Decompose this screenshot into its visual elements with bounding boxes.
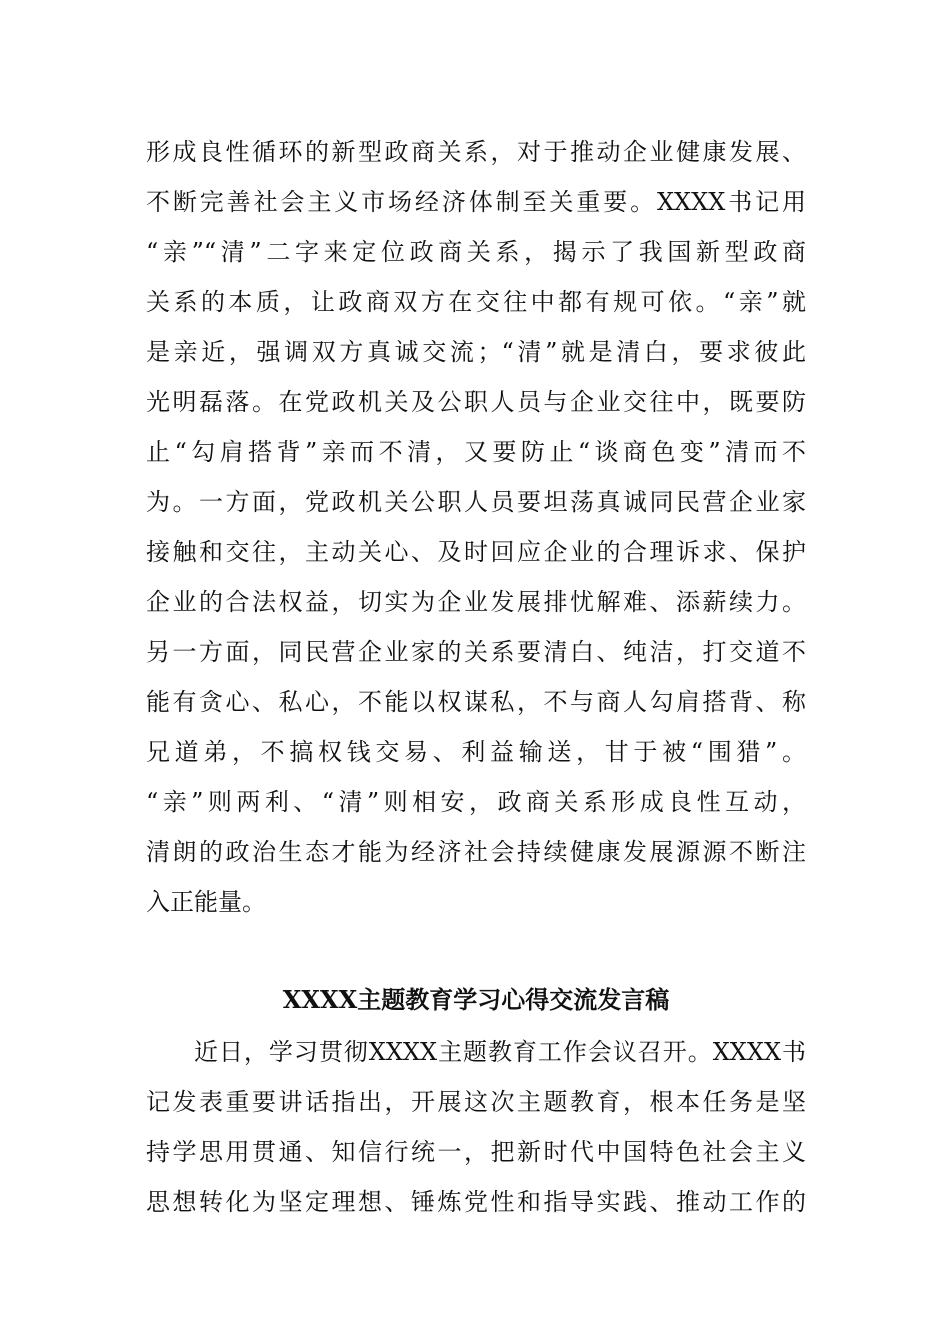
section-title: XXXX主题教育学习心得交流发言稿 [282,985,670,1014]
paragraph-line: 企业的合法权益，切实为企业发展排忧解难、添薪续力。 [146,588,806,616]
paragraph-line: 记发表重要讲话指出，开展这次主题教育，根本任务是坚 [146,1088,806,1116]
paragraph-line: 能有贪心、私心，不能以权谋私，不与商人勾肩搭背、称 [146,688,806,716]
paragraph-line: 关系的本质，让政商双方在交往中都有规可依。“亲”就 [146,288,806,316]
paragraph-line: “亲”“清”二字来定位政商关系，揭示了我国新型政商 [146,238,806,266]
paragraph-line: 近日，学习贯彻XXXX主题教育工作会议召开。XXXX书 [194,1038,806,1066]
paragraph-line: 入正能量。 [146,888,266,916]
paragraph-line: 持学思用贯通、知信行统一，把新时代中国特色社会主义 [146,1138,806,1166]
paragraph-line: 接触和交往，主动关心、及时回应企业的合理诉求、保护 [146,538,806,566]
paragraph-line: 光明磊落。在党政机关及公职人员与企业交往中，既要防 [146,388,806,416]
paragraph-line: 止“勾肩搭背”亲而不清，又要防止“谈商色变”清而不 [146,438,806,466]
paragraph-line: 不断完善社会主义市场经济体制至关重要。XXXX书记用 [146,188,806,216]
paragraph-line: 形成良性循环的新型政商关系，对于推动企业健康发展、 [146,138,806,166]
paragraph-line: 清朗的政治生态才能为经济社会持续健康发展源源不断注 [146,838,806,866]
paragraph-line: 为。一方面，党政机关公职人员要坦荡真诚同民营企业家 [146,488,806,516]
paragraph-line: “亲”则两利、“清”则相安，政商关系形成良性互动， [146,788,806,816]
paragraph-line: 是亲近，强调双方真诚交流；“清”就是清白，要求彼此 [146,338,806,366]
paragraph-line: 另一方面，同民营企业家的关系要清白、纯洁，打交道不 [146,638,806,666]
paragraph-line: 兄道弟，不搞权钱交易、利益输送，甘于被“围猎”。 [146,738,806,766]
paragraph-line: 思想转化为坚定理想、锤炼党性和指导实践、推动工作的 [146,1188,806,1216]
